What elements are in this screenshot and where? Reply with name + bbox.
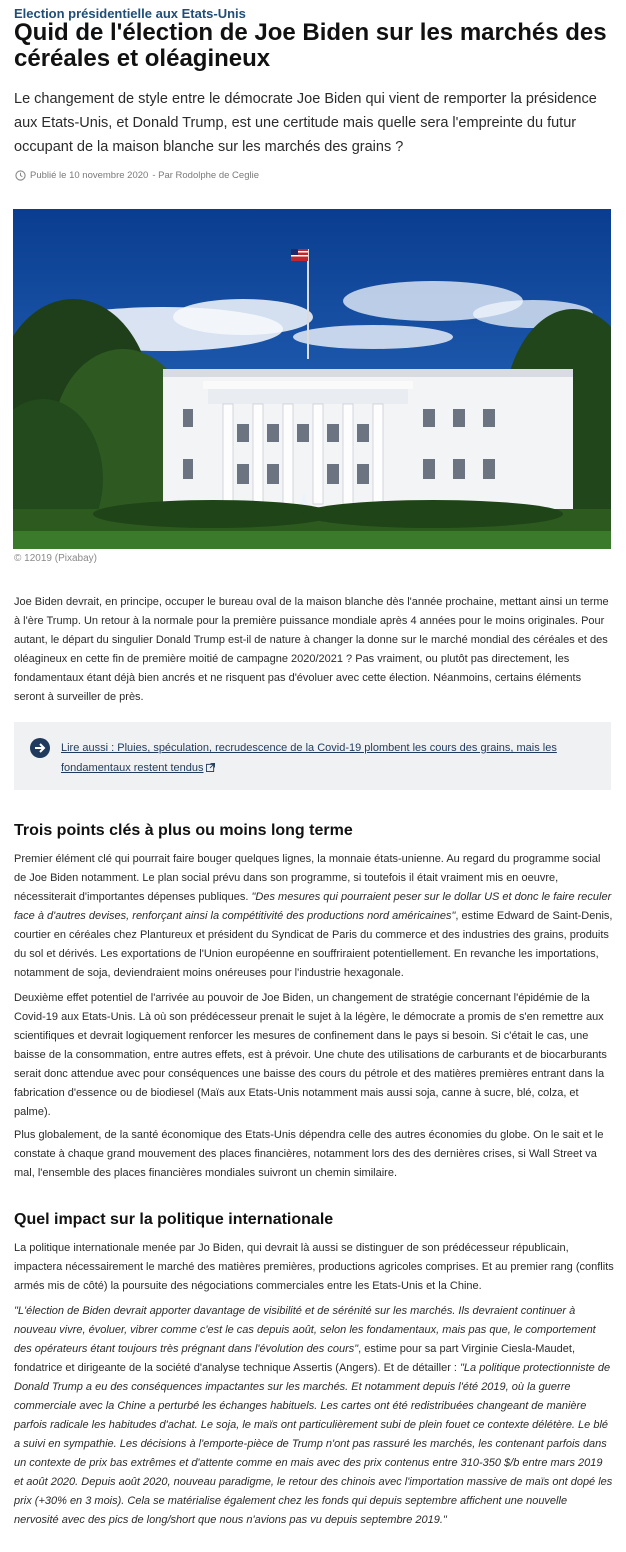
external-link-icon <box>206 763 215 772</box>
clock-icon <box>15 170 26 181</box>
paragraph-4: Plus globalement, de la santé économique des Etats-Unis dépendra celle des autres économies du globe. On le sait et le constate à chaque grand mouvement des places financières, notamment lors des des dernières crises, si Wall Street va mal, l'ensemble des places financières mondiales suivront un chemin similaire. <box>14 1129 604 1179</box>
article-meta <box>15 170 259 181</box>
paragraph-5: La politique internationale menée par Jo Biden, qui devrait là aussi se distinguer de son prédécesseur républicain, impactera nécessairement le marché des matières premières, productions agricoles comprises. Et au premier rang (conflits armés mis de côté) la poursuite des négociations commerciales entre les Etats-Unis et la Chine. <box>14 1242 614 1292</box>
read-also-link[interactable] <box>61 738 581 778</box>
quote-saint-denis: "Des mesures qui pourraient peser sur le dollar US et donc le faire reculer face à d'autres devises, renforçant ainsi la compétitivité des productions nord américaines" <box>14 891 612 922</box>
photo-credit: © 12019 (Pixabay) <box>14 553 97 564</box>
read-also-link-text[interactable]: Lire aussi : Pluies, spéculation, recrudescence de la Covid-19 plombent les cours des grains, mais les fondamentaux restent tendus <box>61 742 557 774</box>
paragraph-1: Joe Biden devrait, en principe, occuper le bureau oval de la maison blanche dès l'année prochaine, mettant ainsi un terme à l'ère Trump. Un retour à la normale pour la première puissance mondiale après 4 années pour le moins originales. Pour autant, le départ du singulier Donald Trump est-il de nature à changer la donne sur le marché mondial des céréales et des oléagineux en cette fin de première moitié de campagne 2020/2021 ? Pas vraiment, ou plutôt pas directement, les fondamentaux étant déjà bien ancrés et ne risquent pas d'évoluer avec cette élection. Néanmoins, certains éléments seront à surveiller de près. <box>14 596 609 703</box>
white-house-illustration <box>13 209 611 549</box>
read-also-box <box>14 722 611 790</box>
arrow-right-circle-icon <box>30 738 50 758</box>
article-kicker[interactable]: Election présidentielle aux Etats-Unis <box>14 6 246 21</box>
author-byline: - Par Rodolphe de Ceglie <box>152 170 259 181</box>
paragraph-2-text-c: , estime Edward de Saint-Denis, courtier en céréales chez Plantureux et président du Syndicat de Paris du commerce et des industries des grains, produits du sol et dérivés. Les exportations de l'Union européenne en souffriraient potentiellement. En revanche les importations, notamment de soja, deviendraient moins onéreuses pour l'industrie hexagonale. <box>14 910 613 979</box>
paragraph-3: Deuxième effet potentiel de l'arrivée au pouvoir de Joe Biden, un changement de stratégie concernant l'épidémie de la Covid-19 aux Etats-Unis. Là où son prédécesseur prenait le sujet à la légère, le démocrate a promis de s'en remettre aux scientifiques et devrait logiquement renforcer les mesures de confinement dans le pays si besoin. Si c'était le cas, une baisse de la consommation, entre autres effets, est à prévoir. Une chute des utilisations de carburants et de biocarburants serait donc attendue avec pour conséquences une baisse des cours du pétrole et des matières premières entrant dans la fabrication d'essence ou de biodiesel (Maïs aux Etats-Unis notamment mais aussi soja, canne à sucre, blé, colza, et palme). <box>14 992 607 1118</box>
article-title: Quid de l'élection de Joe Biden sur les marchés des céréales et oléagineux <box>14 19 607 72</box>
paragraph-2-text-a: Premier élément clé qui pourrait faire bouger quelques lignes, la monnaie états-unienne. Au regard du programme social de Joe Biden notamment. Le plan social prévu dans son programme, si toutefois il était vraiment mis en oeuvre, nécessiterait d'importantes dépenses publiques. <box>14 853 601 903</box>
section-heading-2: Quel impact sur la politique internationale <box>14 1211 334 1228</box>
quote-ciesla-maudet-2: "La politique protectionniste de Donald Trump a eu des conséquences impactantes sur les marchés. Et notamment depuis l'été 2019, où la guerre commerciale avec la Chine a perturbé les échanges habituels. Les cartes ont été redistribuées changeant de manière parfois radicale les habitudes d'achat. Le soja, le maïs ont particulièrement subi de plein fouet ce contexte délétère. Le blé a suivi en sympathie. Les décisions à l'emporte-pièce de Trump n'ont pas rassuré les marchés, les contenant parfois dans un contexte de prix bas extrêmes et d'attente comme en mais avec des prix contenus entre 310-350 $/b entre mars 2019 et août 2020. Depuis août 2020, nouveau paradigme, le retour des chinois avec l'importation massive de maïs ont dopé les prix (+30% en 3 mois). Cela se matérialise également chez les fonds qui depuis septembre affichent une nouvelle nervosité avec des pics de long/short que nous n'avions pas vu depuis septembre 2019." <box>14 1362 613 1526</box>
paragraph-6-text-b: , estime pour sa part Virginie Ciesla-Maudet, fondatrice et dirigeante de la société d'analyse technique Assertis (Angers). Et de détailler : <box>14 1343 576 1374</box>
white-house-photo <box>13 209 611 549</box>
article-lead: Le changement de style entre le démocrate Joe Biden qui vient de remporter la présidence aux Etats-Unis, et Donald Trump, est une certitude mais quelle sera l'empreinte du futur occupant de la maison blanche sur les marchés des grains ? <box>14 91 597 155</box>
paragraph-6 <box>14 1302 614 1530</box>
paragraph-2 <box>14 850 614 983</box>
quote-ciesla-maudet-1: "L'élection de Biden devrait apporter davantage de visibilité et de sérénité sur les marchés. Ils devraient continuer à nouveau vivre, évoluer, vibrer comme c'est le cas depuis août, selon les fondamentaux, mais pas que, le comportement des opérateurs étant toujours très prégnant dans l'évolution des cours" <box>14 1305 596 1355</box>
section-heading-1: Trois points clés à plus ou moins long terme <box>14 822 353 839</box>
publish-date: Publié le 10 novembre 2020 <box>30 170 149 181</box>
